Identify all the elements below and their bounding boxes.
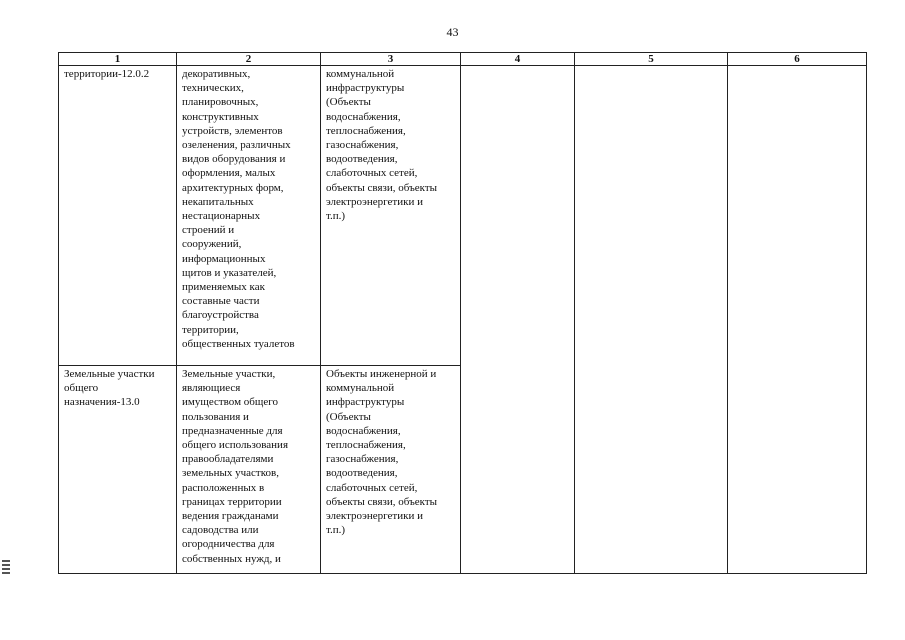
cell-land-use-description: декоративных, технических, планировочных, конструктивных устройств, элементов озеленения, различных видов оборудования и оформления, малых архитектурных форм, некапитальных нестационарных строений и сооружений, информационных щитов и указателей, применяемых как составные части благоустройства территории, общественных туалетов (177, 66, 321, 366)
cell-land-use-name: территории-12.0.2 (59, 66, 177, 366)
cell-permitted-objects: коммунальной инфраструктуры (Объекты водоснабжения, теплоснабжения, газоснабжения, водоотведения, слаботочных сетей, объекты связи, объекты электроэнергетики и т.п.) (321, 66, 461, 366)
header-col-6: 6 (728, 53, 867, 66)
cell-col-4-empty (461, 66, 575, 574)
header-col-5: 5 (575, 53, 728, 66)
cell-col-5-empty (575, 66, 728, 574)
header-col-1: 1 (59, 53, 177, 66)
cell-permitted-objects: Объекты инженерной и коммунальной инфраструктуры (Объекты водоснабжения, теплоснабжения, газоснабжения, водоотведения, слаботочных сетей, объекты связи, объекты электроэнергетики и т.п.) (321, 366, 461, 574)
land-use-table (58, 52, 867, 574)
header-col-4: 4 (461, 53, 575, 66)
table-row (59, 66, 867, 366)
cell-col-6-empty (728, 66, 867, 574)
table-header-row (59, 53, 867, 66)
cell-land-use-description: Земельные участки, являющиеся имуществом общего пользования и предназначенные для общего использования правообладателями земельных участков, расположенных в границах территории ведения гражданами садоводства или огородничества для собственных нужд, и (177, 366, 321, 574)
header-col-2: 2 (177, 53, 321, 66)
cell-land-use-name: Земельные участки общего назначения-13.0 (59, 366, 177, 574)
scan-margin-mark (2, 560, 10, 580)
page-number: 43 (446, 25, 459, 39)
header-col-3: 3 (321, 53, 461, 66)
